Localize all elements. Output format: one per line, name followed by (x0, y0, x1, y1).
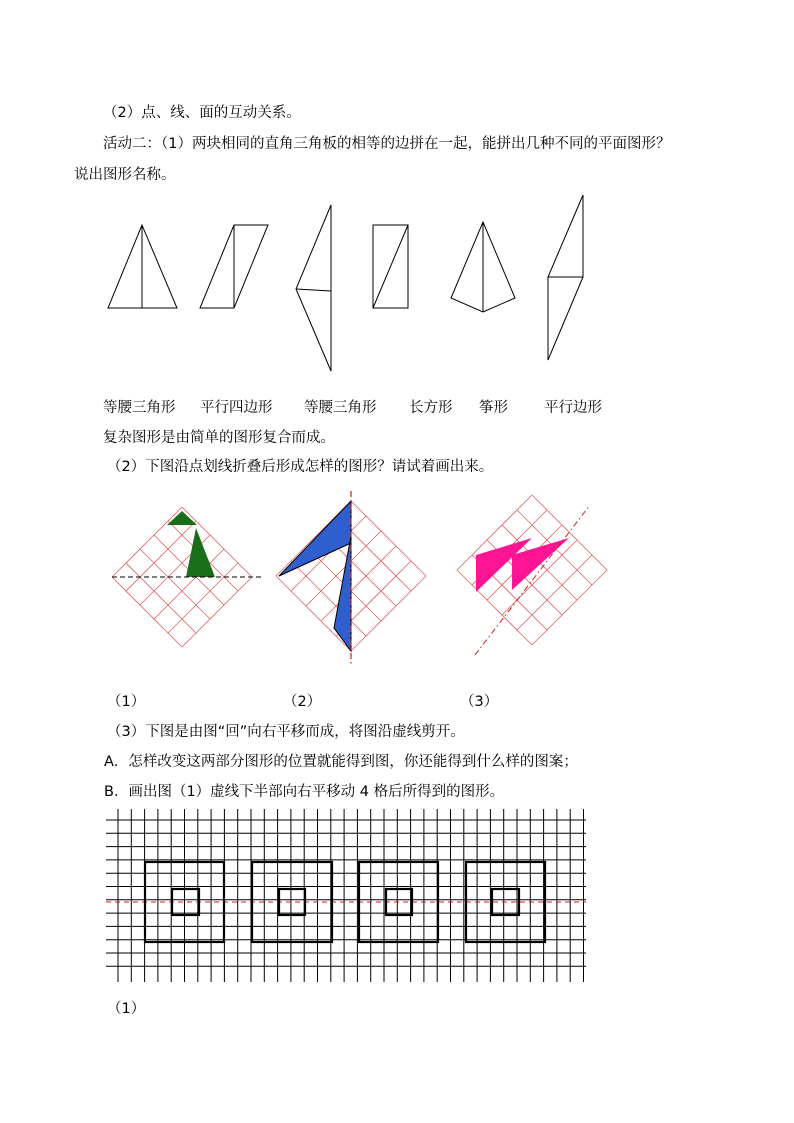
fold-figure-3 (457, 495, 607, 655)
shape-name-2: 平行四边形 (200, 400, 273, 416)
shape-name-5: 筝形 (479, 400, 508, 416)
shape-name-6: 平行边形 (544, 400, 602, 416)
section-heading: （2）点、线、面的互动关系。 (103, 105, 301, 121)
blue-triangle-large (279, 501, 351, 576)
blue-triangle-thin (334, 536, 351, 651)
isosceles-triangle-1 (108, 225, 177, 308)
activity2-summary: 复杂图形是由简单的图形复合而成。 (103, 430, 335, 446)
fold-figure-2 (276, 491, 426, 665)
translate-item-a: A．怎样改变这两部分图形的位置就能得到图，你还能得到什么样的图案； (104, 754, 578, 770)
isosceles-triangle-2 (296, 205, 331, 371)
translation-grid (106, 809, 586, 982)
grid-label: （1） (107, 1001, 146, 1017)
shape-name-4: 长方形 (409, 400, 453, 416)
fold-label-2: （2） (283, 694, 322, 710)
kite-1 (451, 222, 515, 312)
fold-question: （2）下图沿点划线折叠后形成怎样的图形？请试着画出来。 (107, 459, 494, 475)
shapes-row (108, 195, 583, 371)
rectangle-1 (373, 225, 408, 308)
shape-name-3: 等腰三角形 (304, 400, 377, 416)
shape-name-1: 等腰三角形 (103, 400, 176, 416)
fold-figure-1 (112, 507, 262, 647)
fold-label-1: （1） (107, 694, 146, 710)
translate-item-b: B．画出图（1）虚线下半部向右平移动 4 格后所得到的图形。 (104, 784, 505, 800)
activity2-question-line1: 活动二：（1）两块相同的直角三角板的相等的边拼在一起，能拼出几种不同的平面图形？ (103, 136, 671, 152)
parallelogram-1 (200, 225, 268, 308)
translate-question: （3）下图是由图“回”向右平移而成，将图沿虚线剪开。 (107, 724, 465, 740)
fold-label-3: （3） (460, 694, 499, 710)
parallelogram-2 (548, 195, 583, 360)
activity2-question-line2: 说出图形名称。 (74, 167, 176, 183)
